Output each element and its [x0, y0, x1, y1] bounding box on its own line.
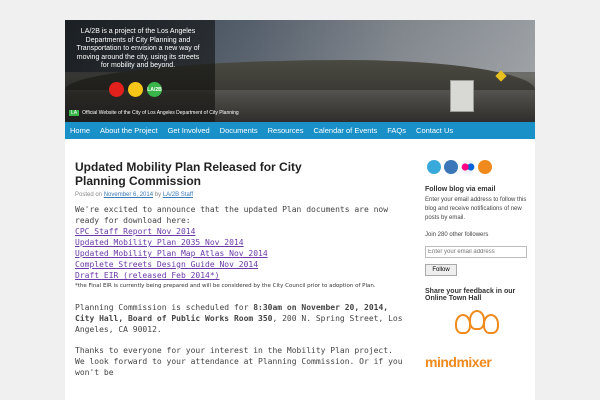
schedule-post: , 200 N. Spring Street, Los Angeles, CA 90012. — [75, 314, 403, 334]
logo-green-dot: LA/2B — [147, 82, 162, 97]
post-title[interactable]: Updated Mobility Plan Released for City Planning Commission — [75, 160, 302, 188]
link-draft-eir[interactable]: Draft EIR (released Feb 2014*) — [75, 271, 220, 280]
nav-contact-us[interactable]: Contact Us — [416, 126, 454, 135]
nav-faqs[interactable]: FAQs — [387, 126, 407, 135]
eir-note: *the Final EIR is currently being prepared and will be considered by the City Council prior to adoption of Plan. — [75, 283, 376, 289]
link-map-atlas[interactable]: Updated Mobility Plan Map Atlas Nov 2014 — [75, 249, 268, 258]
post-date-link[interactable]: November 6, 2014 — [103, 192, 154, 198]
thanks-paragraph: Thanks to everyone for your interest in the Mobility Plan project. We look forward to your attendance at Planning Commission. Or if you won't be — [75, 346, 403, 377]
mindmixer-logo[interactable]: mindmixer — [425, 354, 492, 370]
feedback-heading: Share your feedback in our Online Town Hall — [425, 288, 516, 302]
vimeo-icon[interactable] — [444, 160, 458, 174]
official-site-text: Official Website of the City of Los Angeles Department of City Planning — [82, 110, 239, 116]
nav-home[interactable]: Home — [70, 126, 91, 135]
social-icons — [427, 160, 530, 174]
bulb-right-icon — [483, 314, 499, 334]
post-content — [75, 160, 405, 378]
twitter-icon[interactable] — [427, 160, 441, 174]
link-design-guide[interactable]: Complete Streets Design Guide Nov 2014 — [75, 260, 259, 269]
city-logo: LA — [71, 110, 78, 116]
post-body — [75, 204, 405, 378]
rss-icon[interactable] — [478, 160, 492, 174]
nav-calendar-of-events[interactable]: Calendar of Events — [313, 126, 378, 135]
header-truck — [450, 80, 474, 112]
official-site-line — [69, 110, 239, 116]
email-input[interactable] — [425, 246, 527, 258]
follow-button[interactable]: Follow — [425, 264, 457, 276]
nav-resources[interactable]: Resources — [267, 126, 304, 135]
link-cpc-staff-report[interactable]: CPC Staff Report Nov 2014 — [75, 227, 196, 236]
post-meta — [75, 192, 405, 198]
link-mobility-plan[interactable]: Updated Mobility Plan 2035 Nov 2014 — [75, 238, 244, 247]
site-header — [65, 20, 535, 122]
schedule-bold: 8:30am on November 20, 2014, City Hall, Board of Public Works Room 350 — [75, 303, 389, 323]
nav-documents[interactable]: Documents — [219, 126, 258, 135]
nav-about-the-project[interactable]: About the Project — [100, 126, 158, 135]
follow-heading: Follow blog via email — [425, 186, 496, 193]
post-meta-by: by — [154, 192, 162, 198]
logo-red-dot — [109, 82, 124, 97]
followers-count: Join 280 other followers — [425, 232, 489, 238]
main-nav — [65, 122, 535, 139]
logo-yellow-dot — [128, 82, 143, 97]
post-author-link[interactable]: LA/2B Staff — [162, 192, 194, 198]
schedule-paragraph — [75, 302, 405, 335]
post-intro: We're excited to announce that the updated Plan documents are now ready for download here: — [75, 205, 389, 225]
sidebar — [425, 160, 530, 370]
post-meta-prefix: Posted on — [75, 192, 103, 198]
nav-get-involved[interactable]: Get Involved — [167, 126, 210, 135]
mindmixer-bulbs-icon[interactable] — [455, 310, 530, 350]
header-road — [215, 90, 535, 122]
header-overlay — [65, 20, 239, 122]
flickr-icon[interactable] — [461, 160, 475, 174]
schedule-pre: Planning Commission is scheduled for — [75, 303, 254, 312]
follow-text: Enter your email address to follow this blog and receive notifications of new posts by email. — [425, 197, 527, 221]
page — [65, 20, 535, 400]
header-blurb: LA/2B is a project of the Los Angeles Departments of City Planning and Transportation to envision a new way of moving around the city, using its streets for mobility and beyond. — [76, 28, 200, 69]
